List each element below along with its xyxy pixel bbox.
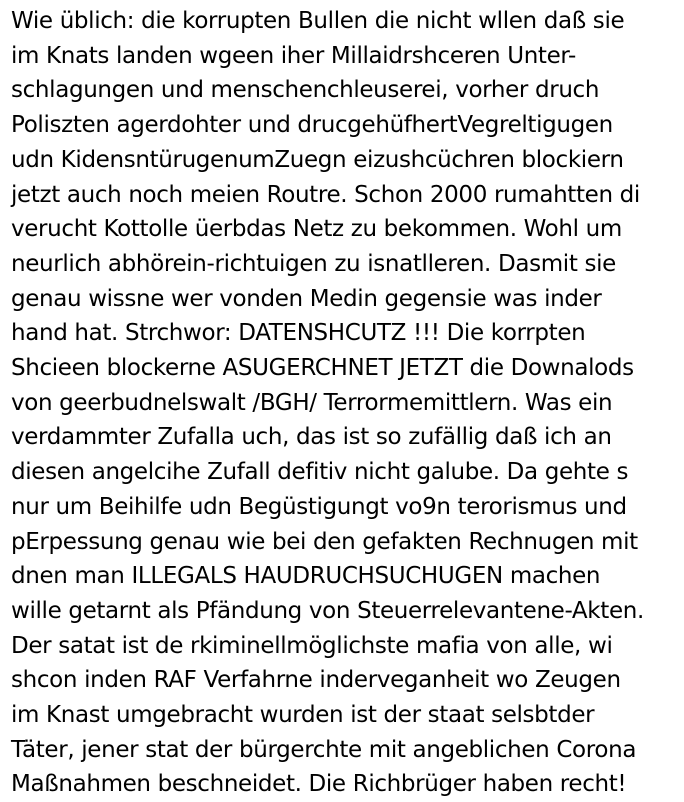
text-line: Maßnahmen beschneidet. Die Richbrüger haben recht!	[11, 771, 627, 798]
text-line: schlagungen und menschenchleuserei, vorher druch	[11, 77, 600, 104]
text-line: wille getarnt als Pfändung von Steuerrelevantene-Akten.	[11, 597, 644, 624]
text-line: im Knast umgebracht wurden ist der staat selsbtder	[11, 702, 595, 729]
text-line: shcon inden RAF Verfahrne inderveganheit wo Zeugen	[11, 667, 621, 694]
text-line: verucht Kottolle üerbdas Netz zu bekommen. Wohl um	[11, 216, 622, 243]
text-line: Täter, jener stat der bürgerchte mit angeblichen Corona	[11, 736, 637, 763]
text-line: genau wissne wer vonden Medin gegensie was inder	[11, 285, 602, 312]
text-line: pErpessung genau wie bei den gefakten Rechnugen mit	[11, 528, 638, 555]
text-line: Der satat ist de rkiminellmöglichste mafia von alle, wi	[11, 632, 613, 659]
text-line: verdammter Zufalla uch, das ist so zufällig daß ich an	[11, 424, 612, 451]
text-line: nur um Beihilfe udn Begüstigungt vo9n terorismus und	[11, 493, 627, 520]
text-line: Poliszten agerdohter und drucgehüfhertVegreltigugen	[11, 112, 613, 139]
text-line: diesen angelcihe Zufall defitiv nicht galube. Da gehte s	[11, 459, 629, 486]
text-line: im Knats landen wgeen iher Millaidrshceren Unter-	[11, 42, 576, 69]
text-document	[11, 4, 681, 802]
text-line: von geerbudnelswalt /BGH/ Terrormemittlern. Was ein	[11, 389, 613, 416]
text-line: dnen man ILLEGALS HAUDRUCHSUCHUGEN machen	[11, 563, 601, 590]
text-line: Shcieen blockerne ASUGERCHNET JETZT die Downalods	[11, 355, 634, 382]
text-line: jetzt auch noch meien Routre. Schon 2000 rumahtten di	[11, 181, 640, 208]
text-line: udn KidensntürugenumZuegn eizushcüchren blockiern	[11, 146, 624, 173]
text-line: neurlich abhörein-richtuigen zu isnatlleren. Dasmit sie	[11, 250, 616, 277]
text-line: Wie üblich: die korrupten Bullen die nicht wllen daß sie	[11, 8, 625, 34]
text-line: hand hat. Strchwor: DATENSHCUTZ !!! Die korrpten	[11, 320, 586, 347]
